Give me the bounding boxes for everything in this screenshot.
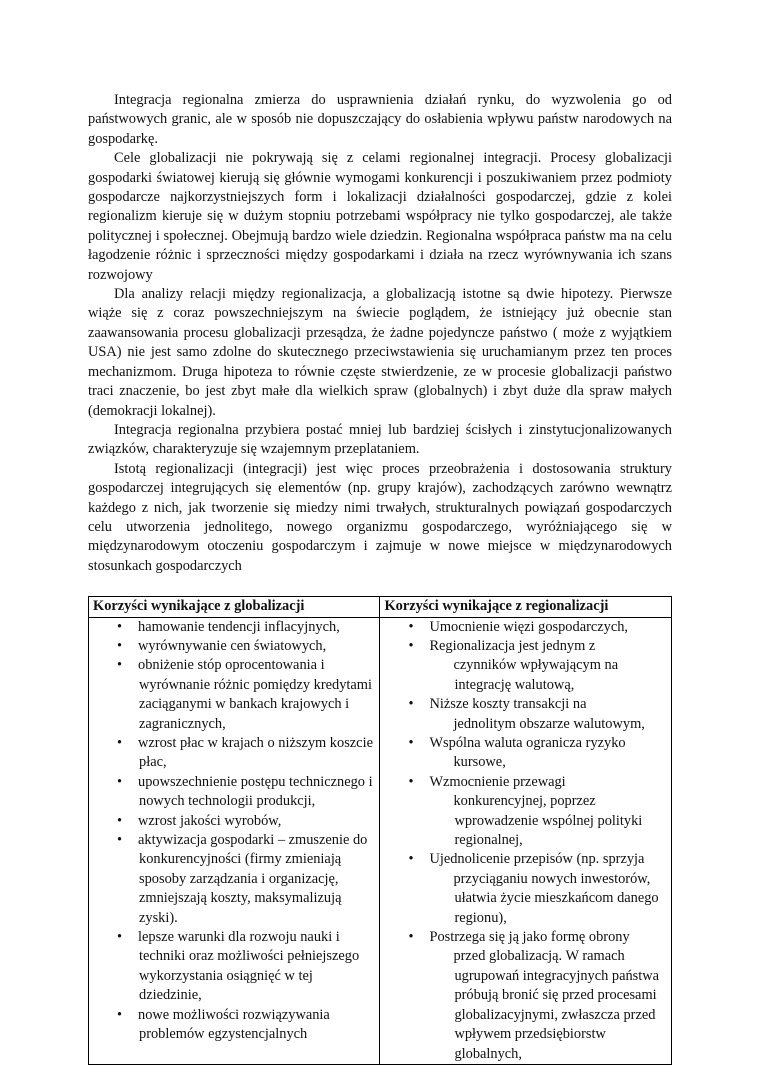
list-item-continuation: przyciąganiu nowych inwestorów, ułatwia życie mieszkańcom danego regionu),	[453, 870, 659, 926]
paragraph-4: Integracja regionalna przybiera postać mniej lub bardziej ścisłych i zinstytucjonalizowanych związków, charakteryzuje się wzajemnym przeplataniem.	[88, 421, 672, 458]
list-item: • aktywizacja gospodarki – zmuszenie do konkurencyjności (firmy zmieniają sposoby zarządzania i organizację, zmniejszają koszty, maksymalizują zyski).	[139, 831, 375, 928]
list-item: • wzrost jakości wyrobów,	[139, 812, 375, 831]
list-item: • upowszechnienie postępu technicznego i nowych technologii produkcji,	[139, 773, 375, 812]
list-item	[430, 850, 667, 928]
paragraph-3: Dla analizy relacji między regionalizacja, a globalizacją istotne są dwie hipotezy. Pierwsze wiąże się z coraz powszechniejszym na świecie poglądem, że istniejący już obecnie stan zaawansowania procesu globalizacji przesądza, że żadne pojedyncze państwo ( może z wyjątkiem USA) nie jest samo zdolne do skutecznego przeciwstawienia się uruchamianym przez ten proces mechanizmom. Druga hipoteza to równie częste stwierdzenie, ze w procesie globalizacji państwo traci znaczenie, bo jest zbyt małe dla wielkich spraw (globalnych) i zbyt duże dla spraw małych (demokracji lokalnej).	[88, 286, 672, 419]
paragraph-1: Integracja regionalna zmierza do usprawnienia działań rynku, do wyzwolenia go od państwowych granic, ale w sposób nie dopuszczający do osłabienia wpływu państw narodowych na gospodarkę.	[88, 92, 672, 147]
list-item-first-line: Umocnienie więzi gospodarczych,	[429, 618, 629, 635]
paragraph-5: Istotą regionalizacji (integracji) jest więc proces przeobrażenia i dostosowania struktury gospodarczej integrujących się elementów (np. grupy krajów), zachodzących zarówno wewnątrz każdego z nich, jak tworzenie się miedzy nimi trwałych, strukturalnych powiązań gospodarczych celu utworzenia jednolitego, nowego organizmu gospodarczego, wyróżniającego się w międzynarodowym otoczeniu gospodarczym i zajmuje w nowe miejsce w międzynarodowych stosunkach gospodarczych	[88, 460, 672, 574]
list-item: • hamowanie tendencji inflacyjnych,	[139, 618, 375, 637]
header-regionalization: Korzyści wynikające z regionalizacji	[380, 597, 672, 617]
list-item-first-line: Postrzega się ją jako formę obrony	[429, 929, 630, 946]
list-item: • obniżenie stóp oprocentowania i wyrównanie różnic pomiędzy kredytami zaciąganymi w bankach krajowych i zagranicznych,	[139, 656, 375, 734]
list-item-continuation: kursowe,	[453, 754, 506, 771]
list-item-first-line: Ujednolicenie przepisów (np. sprzyja	[429, 851, 645, 868]
globalization-benefits-list	[93, 618, 375, 1045]
document-page	[88, 91, 672, 1065]
list-item	[430, 734, 667, 773]
table-row	[89, 617, 672, 1064]
list-item-first-line: Wspólna waluta ogranicza ryzyko	[429, 735, 626, 751]
list-item-continuation: przed globalizacją. W ramach ugrupowań integracyjnych państwa próbują bronić się przed procesami globalizacyjnymi, zwłaszcza przed wpływem przedsiębiorstw globalnych,	[453, 948, 660, 1062]
globalization-benefits-cell	[89, 617, 380, 1064]
regionalization-benefits-cell	[380, 617, 672, 1064]
table-header-row	[89, 597, 672, 617]
list-item	[430, 928, 667, 1064]
header-globalization: Korzyści wynikające z globalizacji	[89, 597, 380, 617]
list-item: • nowe możliwości rozwiązywania problemów egzystencjalnych	[139, 1006, 375, 1045]
list-item-continuation: czynników wpływającym na integrację walutową,	[453, 657, 619, 693]
paragraph-2: Cele globalizacji nie pokrywają się z celami regionalnej integracji. Procesy globalizacji gospodarki światowej kierują się głównie wymogami konkurencji i poszukiwaniem przez podmioty gospodarcze najkorzystniejszych form i lokalizacji działalności gospodarczej, gdzie z kolei regionalizm kieruje się w dużym stopniu potrzebami współpracy nie tylko gospodarczej, ale także politycznej i społecznej. Obejmują bardzo wiele dziedzin. Regionalna współpraca państw ma na celu łagodzenie różnic i sprzeczności między gospodarkami i działa na rzecz wyrównywania ich szans rozwojowy	[88, 150, 672, 283]
list-item	[430, 637, 667, 695]
regionalization-benefits-list	[384, 618, 667, 1064]
list-item	[430, 695, 667, 734]
list-item: • wyrównywanie cen światowych,	[139, 637, 375, 656]
list-item: • lepsze warunki dla rozwoju nauki i techniki oraz możliwości pełniejszego wykorzystania osiągnięć w tej dziedzinie,	[139, 928, 375, 1006]
list-item-continuation: jednolitym obszarze walutowym,	[453, 715, 645, 732]
list-item-first-line: Wzmocnienie przewagi	[429, 773, 566, 790]
list-item-first-line: Niższe koszty transakcji na	[429, 696, 587, 713]
list-item	[430, 618, 667, 637]
benefits-table	[88, 596, 672, 1065]
list-item-first-line: Regionalizacja jest jednym z	[429, 637, 596, 654]
list-item	[430, 773, 667, 851]
list-item-continuation: konkurencyjnej, poprzez wprowadzenie wspólnej polityki regionalnej,	[453, 793, 643, 849]
list-item: • wzrost płac w krajach o niższym koszcie płac,	[139, 734, 375, 773]
